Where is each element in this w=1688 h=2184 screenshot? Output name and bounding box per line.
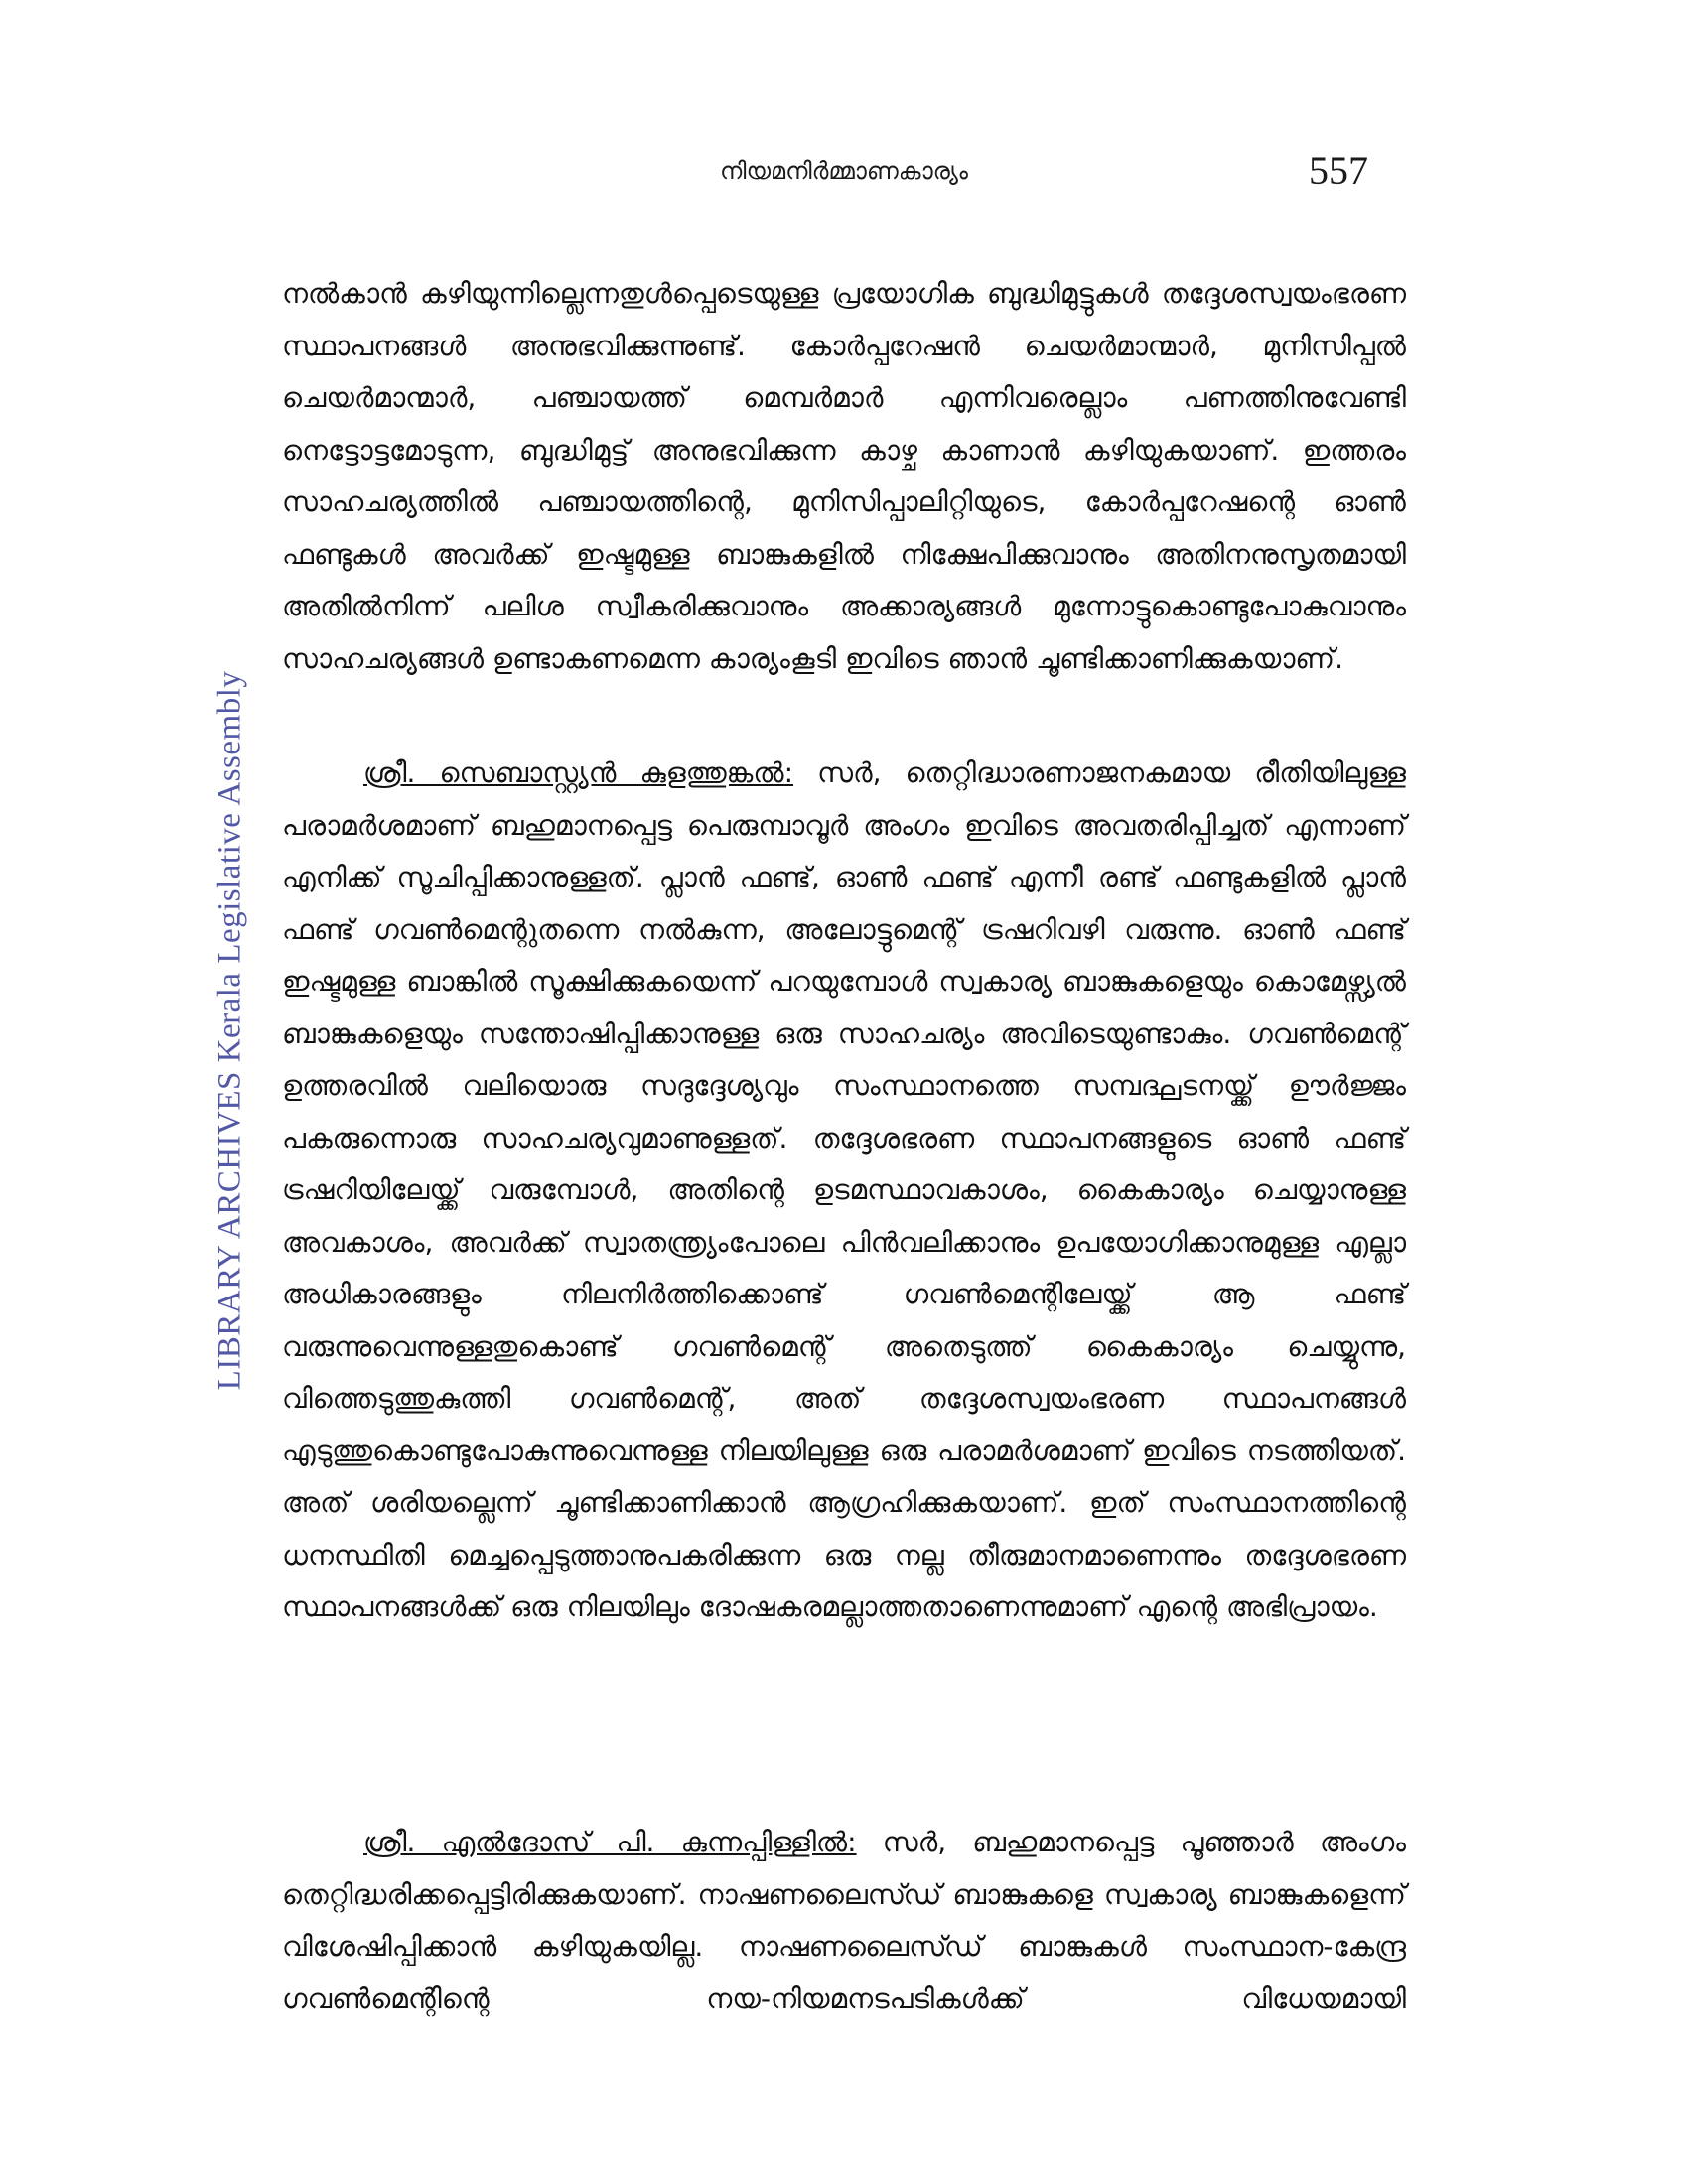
library-archives-watermark: LIBRARY ARCHIVES Kerala Legislative Assembly [211, 670, 248, 1391]
paragraph-content [282, 1817, 1406, 2025]
paragraph-1 [282, 268, 1406, 685]
paragraph-text: സർ, ബഹുമാനപ്പെട്ട പൂഞ്ഞാർ അംഗം തെറ്റിദ്ധരിക്കപ്പെട്ടിരിക്കുകയാണ്. നാഷണലൈസ്ഡ് ബാങ്കുകളെ സ്വകാര്യ ബാങ്കുകളെന്ന് വിശേഷിപ്പിക്കാൻ കഴിയുകയില്ല. നാഷണലൈസ്ഡ് ബാങ്കുകൾ സംസ്ഥാന-കേന്ദ്ര ഗവൺമെന്റിന്റെ നയ-നിയമനടപടികൾക്ക് വിധേയമായി [282, 1826, 1406, 2015]
page-number: 557 [1309, 148, 1368, 193]
running-header-title: നിയമനിർമ്മാണകാര്യം [720, 157, 968, 185]
paragraph-content [282, 748, 1406, 1634]
paragraph-3 [282, 1817, 1406, 2025]
paragraph-text: നൽകാൻ കഴിയുന്നില്ലെന്നതുൾപ്പെടെയുള്ള പ്രയോഗിക ബുദ്ധിമുട്ടുകൾ തദ്ദേശസ്വയംഭരണ സ്ഥാപനങ്ങൾ അനുഭവിക്കുന്നുണ്ട്. കോർപ്പറേഷൻ ചെയർമാന്മാർ, മുനിസിപ്പൽ ചെയർമാന്മാർ, പഞ്ചായത്ത് മെമ്പർമാർ എന്നിവരെല്ലാം പണത്തിനുവേണ്ടി നെട്ടോട്ടമോടുന്ന, ബുദ്ധിമുട്ട് അനുഭവിക്കുന്ന കാഴ്ച കാണാൻ കഴിയുകയാണ്. ഇത്തരം സാഹചര്യത്തിൽ പഞ്ചായത്തിന്റെ, മുനിസിപ്പാലിറ്റിയുടെ, കോർപ്പറേഷന്റെ ഓൺ ഫണ്ടുകൾ അവർക്ക് ഇഷ്ടമുള്ള ബാങ്കുകളിൽ നിക്ഷേപിക്കുവാനും അതിനനുസൃതമായി അതിൽനിന്ന് പലിശ സ്വീകരിക്കുവാനും അക്കാര്യങ്ങൾ മുന്നോട്ടുകൊണ്ടുപോകുവാനും സാഹചര്യങ്ങൾ ഉണ്ടാകണമെന്ന കാര്യംകൂടി ഇവിടെ ഞാൻ ചൂണ്ടിക്കാണിക്കുകയാണ്. [282, 277, 1406, 675]
speaker-name: ശ്രീ. എൽദോസ് പി. കുന്നപ്പിള്ളിൽ: [363, 1826, 857, 1858]
paragraph-2 [282, 748, 1406, 1634]
speaker-name: ശ്രീ. സെബാസ്റ്റ്യൻ കുളത്തുങ്കൽ: [363, 756, 794, 789]
paragraph-text: സർ, തെറ്റിദ്ധാരണാജനകമായ രീതിയിലുള്ള പരാമർശമാണ് ബഹുമാനപ്പെട്ട പെരുമ്പാവൂർ അംഗം ഇവിടെ അവതരിപ്പിച്ചത് എന്നാണ് എനിക്ക് സൂചിപ്പിക്കാനുള്ളത്. പ്ലാൻ ഫണ്ട്, ഓൺ ഫണ്ട് എന്നീ രണ്ട് ഫണ്ടുകളിൽ പ്ലാൻ ഫണ്ട് ഗവൺമെന്റുതന്നെ നൽകുന്ന, അലോട്ടുമെന്റ് ട്രഷറിവഴി വരുന്നു. ഓൺ ഫണ്ട് ഇഷ്ടമുള്ള ബാങ്കിൽ സൂക്ഷിക്കുകയെന്ന് പറയുമ്പോൾ സ്വകാര്യ ബാങ്കുകളെയും കൊമേഴ്സ്യൽ ബാങ്കുകളെയും സന്തോഷിപ്പിക്കാനുള്ള ഒരു സാഹചര്യം അവിടെയുണ്ടാകും. ഗവൺമെന്റ് ഉത്തരവിൽ വലിയൊരു സദുദ്ദേശ്യവും സംസ്ഥാനത്തെ സമ്പദ്ഘടനയ്ക്ക് ഊർജ്ജം പകരുന്നൊരു സാഹചര്യവുമാണുള്ളത്. തദ്ദേശഭരണ സ്ഥാപനങ്ങളുടെ ഓൺ ഫണ്ട് ട്രഷറിയിലേയ്ക്ക് വരുമ്പോൾ, അതിന്റെ ഉടമസ്ഥാവകാശം, കൈകാര്യം ചെയ്യാനുള്ള അവകാശം, അവർക്ക് സ്വാതന്ത്ര്യംപോലെ പിൻവലിക്കാനും ഉപയോഗിക്കാനുമുള്ള എല്ലാ അധികാരങ്ങളും നിലനിർത്തിക്കൊണ്ട് ഗവൺമെന്റിലേയ്ക്ക് ആ ഫണ്ട് വരുന്നുവെന്നുള്ളതുകൊണ്ട് ഗവൺമെന്റ് അതെടുത്ത് കൈകാര്യം ചെയ്യുന്നു, വിത്തെടുത്തുകുത്തി ഗവൺമെന്റ്, അത് തദ്ദേശസ്വയംഭരണ സ്ഥാപനങ്ങൾ എടുത്തുകൊണ്ടുപോകുന്നുവെന്നുള്ള നിലയിലുള്ള ഒരു പരാമർശമാണ് ഇവിടെ നടത്തിയത്. അത് ശരിയല്ലെന്ന് ചൂണ്ടിക്കാണിക്കാൻ ആഗ്രഹിക്കുകയാണ്. ഇത് സംസ്ഥാനത്തിന്റെ ധനസ്ഥിതി മെച്ചപ്പെടുത്താനുപകരിക്കുന്ന ഒരു നല്ല തീരുമാനമാണെന്നും തദ്ദേശഭരണ സ്ഥാപനങ്ങൾക്ക് ഒരു നിലയിലും ദോഷകരമല്ലാത്തതാണെന്നുമാണ് എന്റെ അഭിപ്രായം. [282, 756, 1406, 1623]
